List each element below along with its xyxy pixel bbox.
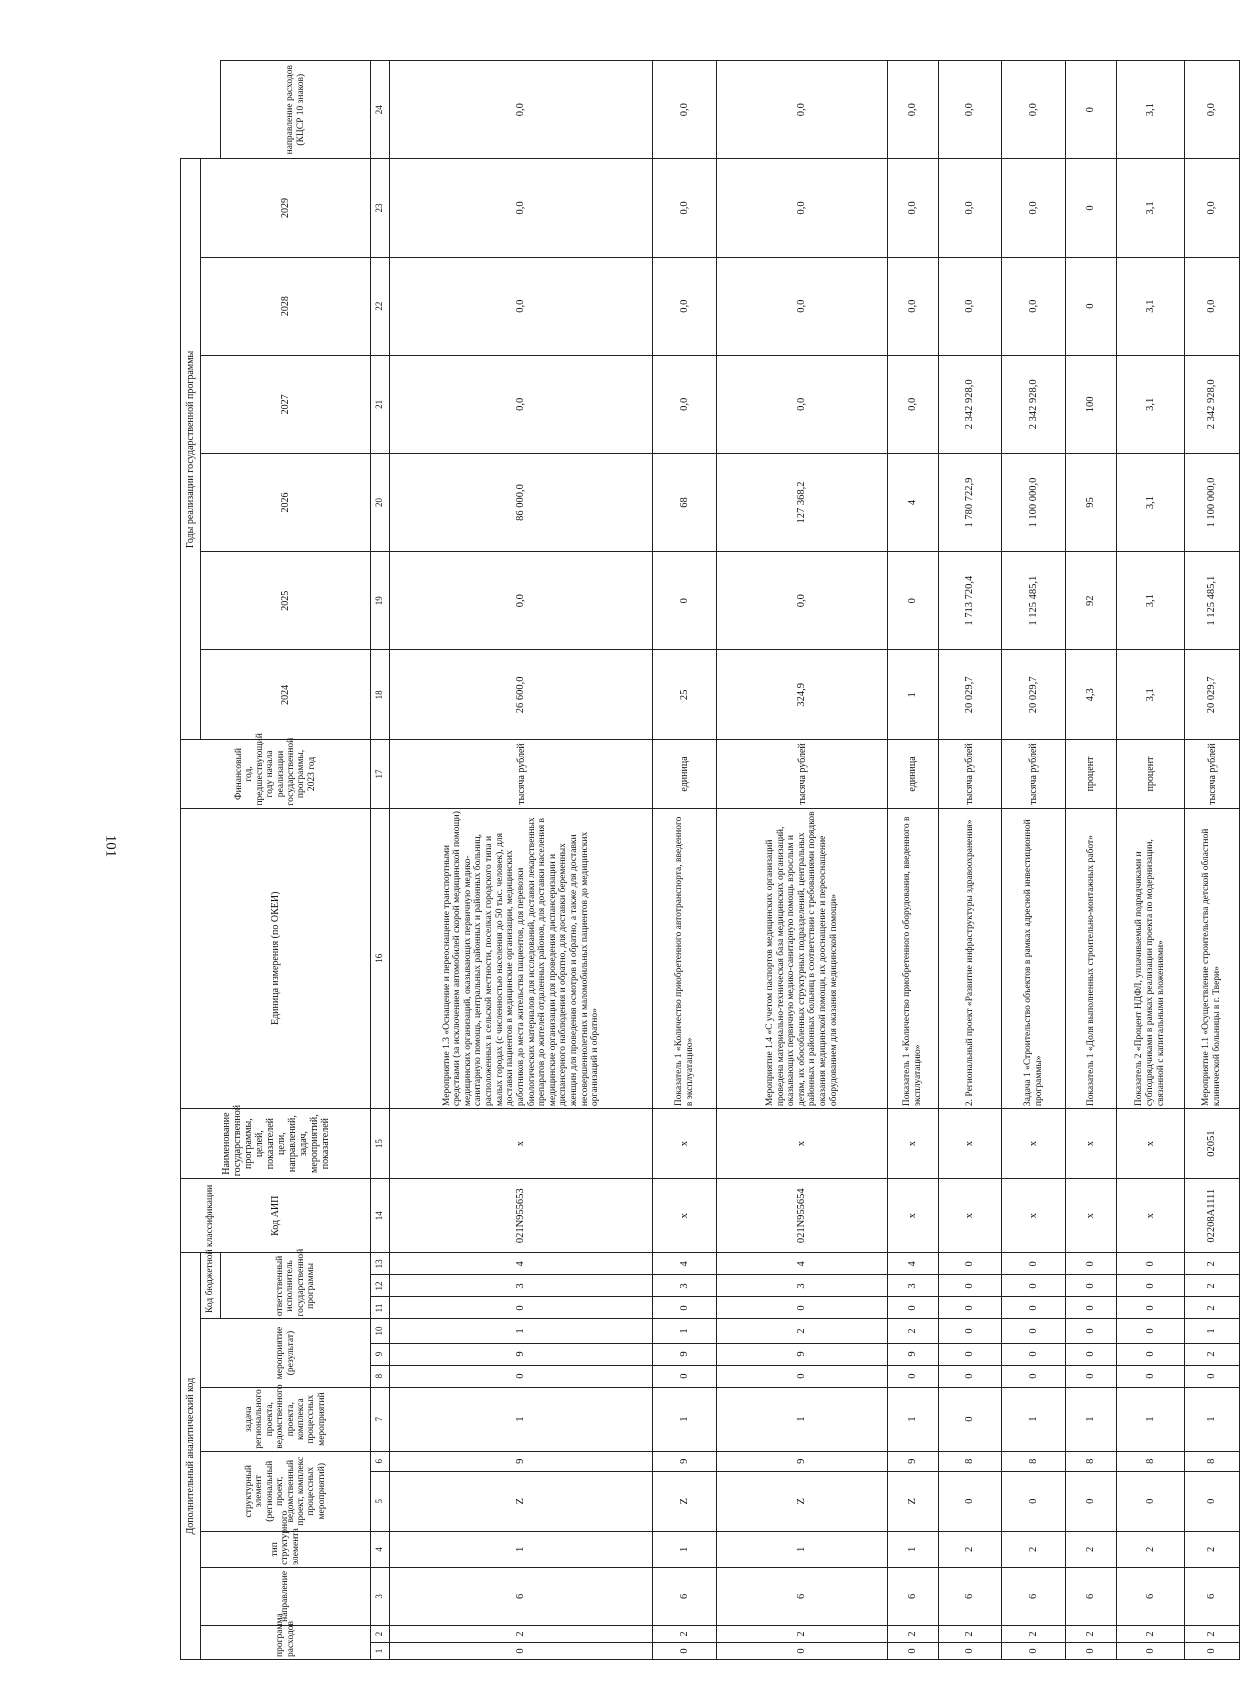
- code-cell: Z: [390, 1471, 653, 1531]
- header-activity: мероприятие (результат): [201, 1319, 371, 1387]
- code-cell: 0: [1066, 1319, 1116, 1343]
- year-value-cell: 0,0: [1185, 257, 1240, 355]
- code-cell: 1: [653, 1387, 717, 1451]
- code-cell: 0: [653, 1642, 717, 1659]
- code-cell: х: [1002, 1179, 1066, 1253]
- code-cell: 2: [1185, 1531, 1240, 1567]
- code-cell: Z: [653, 1471, 717, 1531]
- year-value-cell: 0,0: [390, 61, 653, 159]
- code-cell: 2: [1185, 1253, 1240, 1275]
- code-cell: 0: [1066, 1471, 1116, 1531]
- year-value-cell: 0,0: [1002, 61, 1066, 159]
- year-value-cell: 0: [1066, 61, 1116, 159]
- year-value-cell: 1 125 485,1: [1002, 552, 1066, 650]
- code-cell: 2: [1116, 1625, 1185, 1642]
- code-cell: 9: [716, 1451, 887, 1471]
- code-cell: 2: [1185, 1625, 1240, 1642]
- header-executor: ответственный исполнитель государственной программы: [221, 1253, 371, 1319]
- base-year-cell: 20 029,7: [938, 650, 1002, 740]
- column-number: 22: [371, 257, 390, 355]
- column-number: 9: [371, 1343, 390, 1365]
- table-row: [1116, 61, 1185, 1660]
- code-cell: 2: [653, 1625, 717, 1642]
- column-number: 12: [371, 1275, 390, 1297]
- code-cell: 0: [1002, 1343, 1066, 1365]
- code-cell: 9: [653, 1343, 717, 1365]
- code-cell: х: [1116, 1109, 1185, 1179]
- year-value-cell: 0,0: [653, 355, 717, 453]
- year-value-cell: 1 713 720,4: [938, 552, 1002, 650]
- code-cell: 0: [938, 1365, 1002, 1387]
- year-value-cell: 0,0: [1002, 159, 1066, 257]
- column-number: 7: [371, 1387, 390, 1451]
- code-cell: 0: [938, 1387, 1002, 1451]
- code-cell: 1: [888, 1387, 938, 1451]
- unit-cell: тысяча рублей: [390, 740, 653, 808]
- year-value-cell: 0,0: [390, 552, 653, 650]
- code-cell: 0: [1116, 1275, 1185, 1297]
- code-cell: 9: [716, 1343, 887, 1365]
- header-budget-classification: Код бюджетной классификации: [201, 1179, 221, 1319]
- year-value-cell: 0,0: [716, 159, 887, 257]
- code-cell: 8: [1066, 1451, 1116, 1471]
- year-value-cell: 95: [1066, 453, 1116, 551]
- code-cell: 2: [716, 1625, 887, 1642]
- header-year-2028: 2028: [201, 257, 371, 355]
- table-row: [1002, 61, 1066, 1660]
- code-cell: 6: [1066, 1567, 1116, 1625]
- rotated-table-container: [180, 60, 1240, 1660]
- code-cell: 0: [888, 1297, 938, 1319]
- program-table: [180, 60, 1240, 1660]
- code-cell: 0: [1116, 1297, 1185, 1319]
- header-direction: направление: [201, 1567, 371, 1625]
- column-number-row: [371, 61, 390, 1660]
- year-value-cell: 0,0: [716, 257, 887, 355]
- name-cell: Показатель 1 «Количество приобретенного оборудования, введенного в эксплуатацию»: [888, 808, 938, 1109]
- code-cell: 8: [1116, 1451, 1185, 1471]
- year-value-cell: 100: [1066, 355, 1116, 453]
- code-cell: 9: [390, 1451, 653, 1471]
- year-value-cell: 0,0: [716, 552, 887, 650]
- header-task: задача регионального проекта, ведомственного проекта, комплекса процессных мероприятий: [201, 1387, 371, 1451]
- code-cell: х: [938, 1109, 1002, 1179]
- year-value-cell: 3,1: [1116, 61, 1185, 159]
- code-cell: 2: [888, 1319, 938, 1343]
- year-value-cell: 86 000,0: [390, 453, 653, 551]
- base-year-cell: 20 029,7: [1002, 650, 1066, 740]
- year-value-cell: 0,0: [390, 159, 653, 257]
- code-cell: 2: [938, 1531, 1002, 1567]
- year-value-cell: 0,0: [653, 257, 717, 355]
- column-number: 24: [371, 61, 390, 159]
- code-cell: 0: [716, 1365, 887, 1387]
- code-cell: 1: [716, 1387, 887, 1451]
- code-cell: 2: [888, 1625, 938, 1642]
- code-cell: 6: [653, 1567, 717, 1625]
- code-cell: 2: [1185, 1297, 1240, 1319]
- unit-cell: тысяча рублей: [716, 740, 887, 808]
- year-value-cell: 0,0: [716, 355, 887, 453]
- name-cell: Показатель 1 «Доля выполненных строительно-монтажных работ»: [1066, 808, 1116, 1109]
- code-cell: 4: [653, 1253, 717, 1275]
- year-value-cell: 0,0: [1002, 257, 1066, 355]
- year-value-cell: 127 368,2: [716, 453, 887, 551]
- table-row: [888, 61, 938, 1660]
- base-year-cell: 26 600,0: [390, 650, 653, 740]
- code-cell: 9: [653, 1451, 717, 1471]
- year-value-cell: 3,1: [1116, 257, 1185, 355]
- code-cell: 0: [1116, 1319, 1185, 1343]
- year-value-cell: 2 342 928,0: [1002, 355, 1066, 453]
- code-cell: 6: [938, 1567, 1002, 1625]
- code-cell: 1: [653, 1531, 717, 1567]
- name-cell: Мероприятие 1.3 «Оснащение и переоснащение транспортными средствами (за исключением автомобилей скорой медицинской помощи) медицинских организаций, оказывающих первичную медико-санитарную помощь, центральных районных и районных больниц, расположенных в сельской местности, поселках городского типа и малых городах (с численностью населения до 50 тыс. человек), для доставки пациентов в медицинские организации, медицинских работников до места жительства пациентов, для перевозки биологических материалов для исследований, доставки лекарственных препаратов до жителей отдаленных районов, для доставки населения в медицинские организации для проведения диспансеризации и диспансерного наблюдения и обратно, для доставки беременных женщин для проведения осмотров и обратно, а также для доставки несовершеннолетних и маломобильных пациентов до медицинских организаций и обратно»: [390, 808, 653, 1109]
- header-year-2025: 2025: [201, 552, 371, 650]
- year-value-cell: 92: [1066, 552, 1116, 650]
- code-cell: 1: [888, 1531, 938, 1567]
- name-cell: Показатель 2 «Процент НДФЛ, уплачиваемый подрядчиками и субподрядчиками в рамках реализации проекта по модернизации, связанной с капитальными вложениями»: [1116, 808, 1185, 1109]
- code-cell: 8: [1185, 1451, 1240, 1471]
- year-value-cell: 0,0: [716, 61, 887, 159]
- year-value-cell: 3,1: [1116, 159, 1185, 257]
- name-cell: Мероприятие 1.4 «С учетом паспортов медицинских организаций проведена материально-техническая база медицинских организаций, оказывающих первичную медико-санитарную помощь взрослым и детям, их обособленных структурных подразделений, центральных районных и районных больниц в соответствии с требованиями порядков оказания медицинской помощи, их дооснащение и переоснащение оборудованием для оказания медицинской помощи»: [716, 808, 887, 1109]
- code-cell: 021N955653: [390, 1179, 653, 1253]
- code-cell: 0: [716, 1642, 887, 1659]
- code-cell: 0: [1002, 1642, 1066, 1659]
- code-cell: 3: [716, 1275, 887, 1297]
- code-cell: 0: [1116, 1365, 1185, 1387]
- code-cell: 1: [1185, 1319, 1240, 1343]
- year-value-cell: 1 780 722,9: [938, 453, 1002, 551]
- year-value-cell: 0,0: [653, 61, 717, 159]
- column-number: 4: [371, 1531, 390, 1567]
- code-cell: 0: [390, 1297, 653, 1319]
- code-cell: 0: [1066, 1275, 1116, 1297]
- code-cell: 0: [653, 1365, 717, 1387]
- code-cell: 2: [716, 1319, 887, 1343]
- code-cell: 0: [888, 1365, 938, 1387]
- code-cell: 6: [390, 1567, 653, 1625]
- header-year-2024: 2024: [201, 650, 371, 740]
- column-number: 10: [371, 1319, 390, 1343]
- code-cell: 9: [888, 1343, 938, 1365]
- year-value-cell: 4: [888, 453, 938, 551]
- code-cell: 0: [888, 1642, 938, 1659]
- year-value-cell: 0,0: [888, 159, 938, 257]
- year-value-cell: 2 342 928,0: [1185, 355, 1240, 453]
- code-cell: 6: [1116, 1567, 1185, 1625]
- code-cell: 3: [888, 1275, 938, 1297]
- code-cell: 1: [390, 1387, 653, 1451]
- name-cell: Показатель 1 «Количество приобретенного автотранспорта, введенного в эксплуатацию»: [653, 808, 717, 1109]
- code-cell: х: [653, 1179, 717, 1253]
- code-cell: 0: [1002, 1319, 1066, 1343]
- year-value-cell: 0: [888, 552, 938, 650]
- year-value-cell: 1 100 000,0: [1002, 453, 1066, 551]
- column-number: 1: [371, 1642, 390, 1659]
- column-number: 3: [371, 1567, 390, 1625]
- base-year-cell: 4,3: [1066, 650, 1116, 740]
- code-cell: 8: [938, 1451, 1002, 1471]
- code-cell: Z: [888, 1471, 938, 1531]
- code-cell: 1: [653, 1319, 717, 1343]
- header-additional-code: Дополнительный аналитический код: [181, 1253, 201, 1660]
- code-cell: 4: [390, 1253, 653, 1275]
- code-cell: 2: [390, 1625, 653, 1642]
- year-value-cell: 0: [1066, 257, 1116, 355]
- year-value-cell: 0,0: [390, 257, 653, 355]
- code-cell: 0: [1185, 1642, 1240, 1659]
- unit-cell: тысяча рублей: [1185, 740, 1240, 808]
- code-cell: 02051: [1185, 1109, 1240, 1179]
- code-cell: х: [888, 1109, 938, 1179]
- code-cell: 0: [1185, 1365, 1240, 1387]
- code-cell: 2: [1185, 1343, 1240, 1365]
- header-program-expense: программа расходов: [201, 1625, 371, 1659]
- header-year-2027: 2027: [201, 355, 371, 453]
- code-cell: 0: [1066, 1297, 1116, 1319]
- code-cell: 6: [716, 1567, 887, 1625]
- year-value-cell: 0: [1066, 159, 1116, 257]
- code-cell: 0: [1066, 1642, 1116, 1659]
- code-cell: 2: [1185, 1275, 1240, 1297]
- code-cell: 0: [1066, 1343, 1116, 1365]
- unit-cell: тысяча рублей: [1002, 740, 1066, 808]
- column-number: 14: [371, 1179, 390, 1253]
- column-number: 20: [371, 453, 390, 551]
- header-fin-prev-year: Финансовый год, предшествующий году начала реализации государственной программы, 2023 год: [181, 740, 371, 808]
- code-cell: 4: [888, 1253, 938, 1275]
- table-row: [1066, 61, 1116, 1660]
- column-number: 5: [371, 1471, 390, 1531]
- unit-cell: процент: [1066, 740, 1116, 808]
- base-year-cell: 25: [653, 650, 717, 740]
- code-cell: 0: [1002, 1471, 1066, 1531]
- base-year-cell: 3,1: [1116, 650, 1185, 740]
- column-number: 11: [371, 1297, 390, 1319]
- header-years-group: Годы реализации государственной программы: [181, 159, 201, 740]
- year-value-cell: 68: [653, 453, 717, 551]
- year-value-cell: 0,0: [888, 61, 938, 159]
- name-cell: 2. Региональный проект «Развитие инфраструктуры здравоохранения»: [938, 808, 1002, 1109]
- code-cell: х: [1066, 1109, 1116, 1179]
- code-cell: 0: [716, 1297, 887, 1319]
- base-year-cell: 324,9: [716, 650, 887, 740]
- code-cell: 0: [1002, 1297, 1066, 1319]
- column-number: 16: [371, 808, 390, 1109]
- column-number: 15: [371, 1109, 390, 1179]
- code-cell: х: [938, 1179, 1002, 1253]
- table-row: [653, 61, 717, 1660]
- header-struct-type: тип структурного элемента: [201, 1531, 371, 1567]
- code-cell: 0: [938, 1343, 1002, 1365]
- code-cell: 0: [938, 1253, 1002, 1275]
- base-year-cell: 20 029,7: [1185, 650, 1240, 740]
- unit-cell: единица: [888, 740, 938, 808]
- unit-cell: процент: [1116, 740, 1185, 808]
- code-cell: 1: [716, 1531, 887, 1567]
- code-cell: 1: [1066, 1387, 1116, 1451]
- column-number: 2: [371, 1625, 390, 1642]
- code-cell: 0: [938, 1471, 1002, 1531]
- code-cell: 0: [1002, 1275, 1066, 1297]
- header-name: Наименование государственной программы, целей, показателей цели, направлений, задач, мероприятий, показателей: [181, 1109, 371, 1179]
- year-value-cell: 0,0: [938, 159, 1002, 257]
- code-cell: 0: [938, 1275, 1002, 1297]
- code-cell: 1: [1185, 1387, 1240, 1451]
- code-cell: 0: [653, 1297, 717, 1319]
- code-cell: 0: [1066, 1253, 1116, 1275]
- code-cell: 0: [1116, 1253, 1185, 1275]
- year-value-cell: 0,0: [888, 355, 938, 453]
- code-cell: х: [390, 1109, 653, 1179]
- year-value-cell: 3,1: [1116, 355, 1185, 453]
- code-cell: х: [1002, 1109, 1066, 1179]
- year-value-cell: 0,0: [390, 355, 653, 453]
- table-row: [716, 61, 887, 1660]
- year-value-cell: 0,0: [1185, 159, 1240, 257]
- column-number: 23: [371, 159, 390, 257]
- year-value-cell: 0,0: [653, 159, 717, 257]
- code-cell: х: [1116, 1179, 1185, 1253]
- code-cell: 0: [938, 1642, 1002, 1659]
- code-cell: 3: [653, 1275, 717, 1297]
- code-cell: 1: [390, 1319, 653, 1343]
- header-expense-direction-cell: направление расходов (КЦСР 10 знаков): [221, 61, 371, 159]
- code-cell: 0: [1116, 1642, 1185, 1659]
- year-value-cell: 3,1: [1116, 453, 1185, 551]
- table-row: [390, 61, 653, 1660]
- code-cell: 0: [938, 1319, 1002, 1343]
- column-number: 6: [371, 1451, 390, 1471]
- year-value-cell: 3,1: [1116, 552, 1185, 650]
- code-cell: 0: [390, 1642, 653, 1659]
- code-cell: 9: [888, 1451, 938, 1471]
- code-cell: 2: [1066, 1531, 1116, 1567]
- code-cell: 2: [1002, 1531, 1066, 1567]
- code-cell: 0: [1185, 1471, 1240, 1531]
- code-cell: 2: [938, 1625, 1002, 1642]
- unit-cell: тысяча рублей: [938, 740, 1002, 808]
- code-cell: 021N955654: [716, 1179, 887, 1253]
- code-cell: 0: [938, 1297, 1002, 1319]
- header-struct-element: структурный элемент (региональный проект, ведомственный проект, комплекс процессных мероприятий): [201, 1451, 371, 1531]
- code-cell: 0: [1116, 1471, 1185, 1531]
- column-number: 8: [371, 1365, 390, 1387]
- column-number: 18: [371, 650, 390, 740]
- name-cell: Задача 1 «Строительство объектов в рамках адресной инвестиционной программы»: [1002, 808, 1066, 1109]
- code-cell: 1: [1116, 1387, 1185, 1451]
- code-cell: х: [888, 1179, 938, 1253]
- code-cell: 0: [1116, 1343, 1185, 1365]
- page-number: 101: [102, 834, 119, 858]
- header-year-2026: 2026: [201, 453, 371, 551]
- code-cell: х: [716, 1109, 887, 1179]
- year-value-cell: 0,0: [1185, 61, 1240, 159]
- header-unit: Единица измерения (по ОКЕИ): [181, 808, 371, 1109]
- unit-cell: единица: [653, 740, 717, 808]
- code-cell: 9: [390, 1343, 653, 1365]
- column-number: 17: [371, 740, 390, 808]
- code-cell: 1: [1002, 1387, 1066, 1451]
- base-year-cell: 1: [888, 650, 938, 740]
- code-cell: 2: [1002, 1625, 1066, 1642]
- code-cell: 2: [1066, 1625, 1116, 1642]
- code-cell: 0: [1002, 1365, 1066, 1387]
- year-value-cell: 0,0: [888, 257, 938, 355]
- code-cell: 02208А1111: [1185, 1179, 1240, 1253]
- code-cell: 2: [1116, 1531, 1185, 1567]
- year-value-cell: 1 125 485,1: [1185, 552, 1240, 650]
- year-value-cell: 2 342 928,0: [938, 355, 1002, 453]
- code-cell: 4: [716, 1253, 887, 1275]
- table-row: [1185, 61, 1240, 1660]
- code-cell: 0: [1002, 1253, 1066, 1275]
- code-cell: 1: [390, 1531, 653, 1567]
- year-value-cell: 0,0: [938, 61, 1002, 159]
- code-cell: 6: [888, 1567, 938, 1625]
- year-value-cell: 1 100 000,0: [1185, 453, 1240, 551]
- code-cell: 0: [390, 1365, 653, 1387]
- code-cell: х: [653, 1109, 717, 1179]
- table-row: [938, 61, 1002, 1660]
- year-value-cell: 0: [653, 552, 717, 650]
- name-cell: Мероприятие 1.1 «Осуществление строительства детской областной клинической больницы в г. Твери»: [1185, 808, 1240, 1109]
- header-aip-code: Код АИП: [181, 1179, 371, 1253]
- column-number: 21: [371, 355, 390, 453]
- code-cell: 6: [1002, 1567, 1066, 1625]
- code-cell: Z: [716, 1471, 887, 1531]
- code-cell: 0: [1066, 1365, 1116, 1387]
- column-number: 19: [371, 552, 390, 650]
- header-year-2029: 2029: [201, 159, 371, 257]
- code-cell: 6: [1185, 1567, 1240, 1625]
- code-cell: 8: [1002, 1451, 1066, 1471]
- year-value-cell: 0,0: [938, 257, 1002, 355]
- code-cell: 3: [390, 1275, 653, 1297]
- code-cell: х: [1066, 1179, 1116, 1253]
- column-number: 13: [371, 1253, 390, 1275]
